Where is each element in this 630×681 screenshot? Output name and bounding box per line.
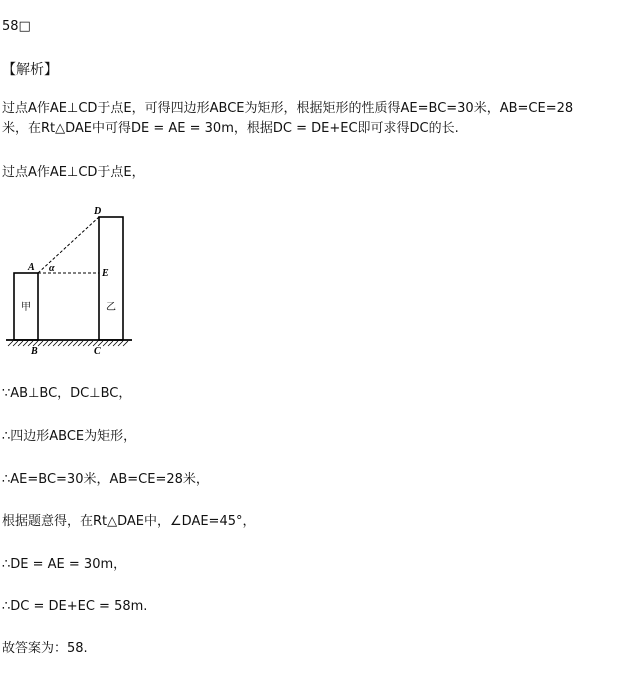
geometry-figure [0,200,140,365]
label-alpha: α [49,263,55,274]
building-left-label: 甲 [21,302,31,313]
sight-line-ad [38,217,99,273]
building-right-label: 乙 [106,302,116,313]
solution-step-3: ∴AE=BC=30米，AB=CE=28米， [2,472,209,487]
label-b: B [31,346,38,357]
label-d: D [94,206,102,217]
solution-step-2: ∴四边形ABCE为矩形， [2,429,137,444]
label-e: E [102,268,109,279]
label-a: A [28,262,35,273]
solution-step-4: 根据题意得，在Rt△DAE中，∠DAE=45°， [2,514,256,529]
solution-step-5: ∴DE = AE = 30m， [2,557,127,572]
analysis-line-1: 过点A作AE⊥CD于点E，可得四边形ABCE为矩形，根据矩形的性质得AE=BC=30米，AB=CE=28 [2,101,574,116]
final-answer: 故答案为：58. [2,641,88,656]
ground-hatching [8,341,128,346]
solution-step-6: ∴DC = DE+EC = 58m. [2,599,148,614]
answer-line: 58□ [2,19,31,34]
solution-step-1: ∵AB⊥BC，DC⊥BC， [2,386,132,401]
solution-intro: 过点A作AE⊥CD于点E， [2,165,145,180]
section-header: 【解析】 [2,62,58,78]
analysis-line-2: 米，在Rt△DAE中可得DE = AE = 30m，根据DC = DE+EC即可求得DC的长. [2,121,459,136]
label-c: C [94,346,101,357]
